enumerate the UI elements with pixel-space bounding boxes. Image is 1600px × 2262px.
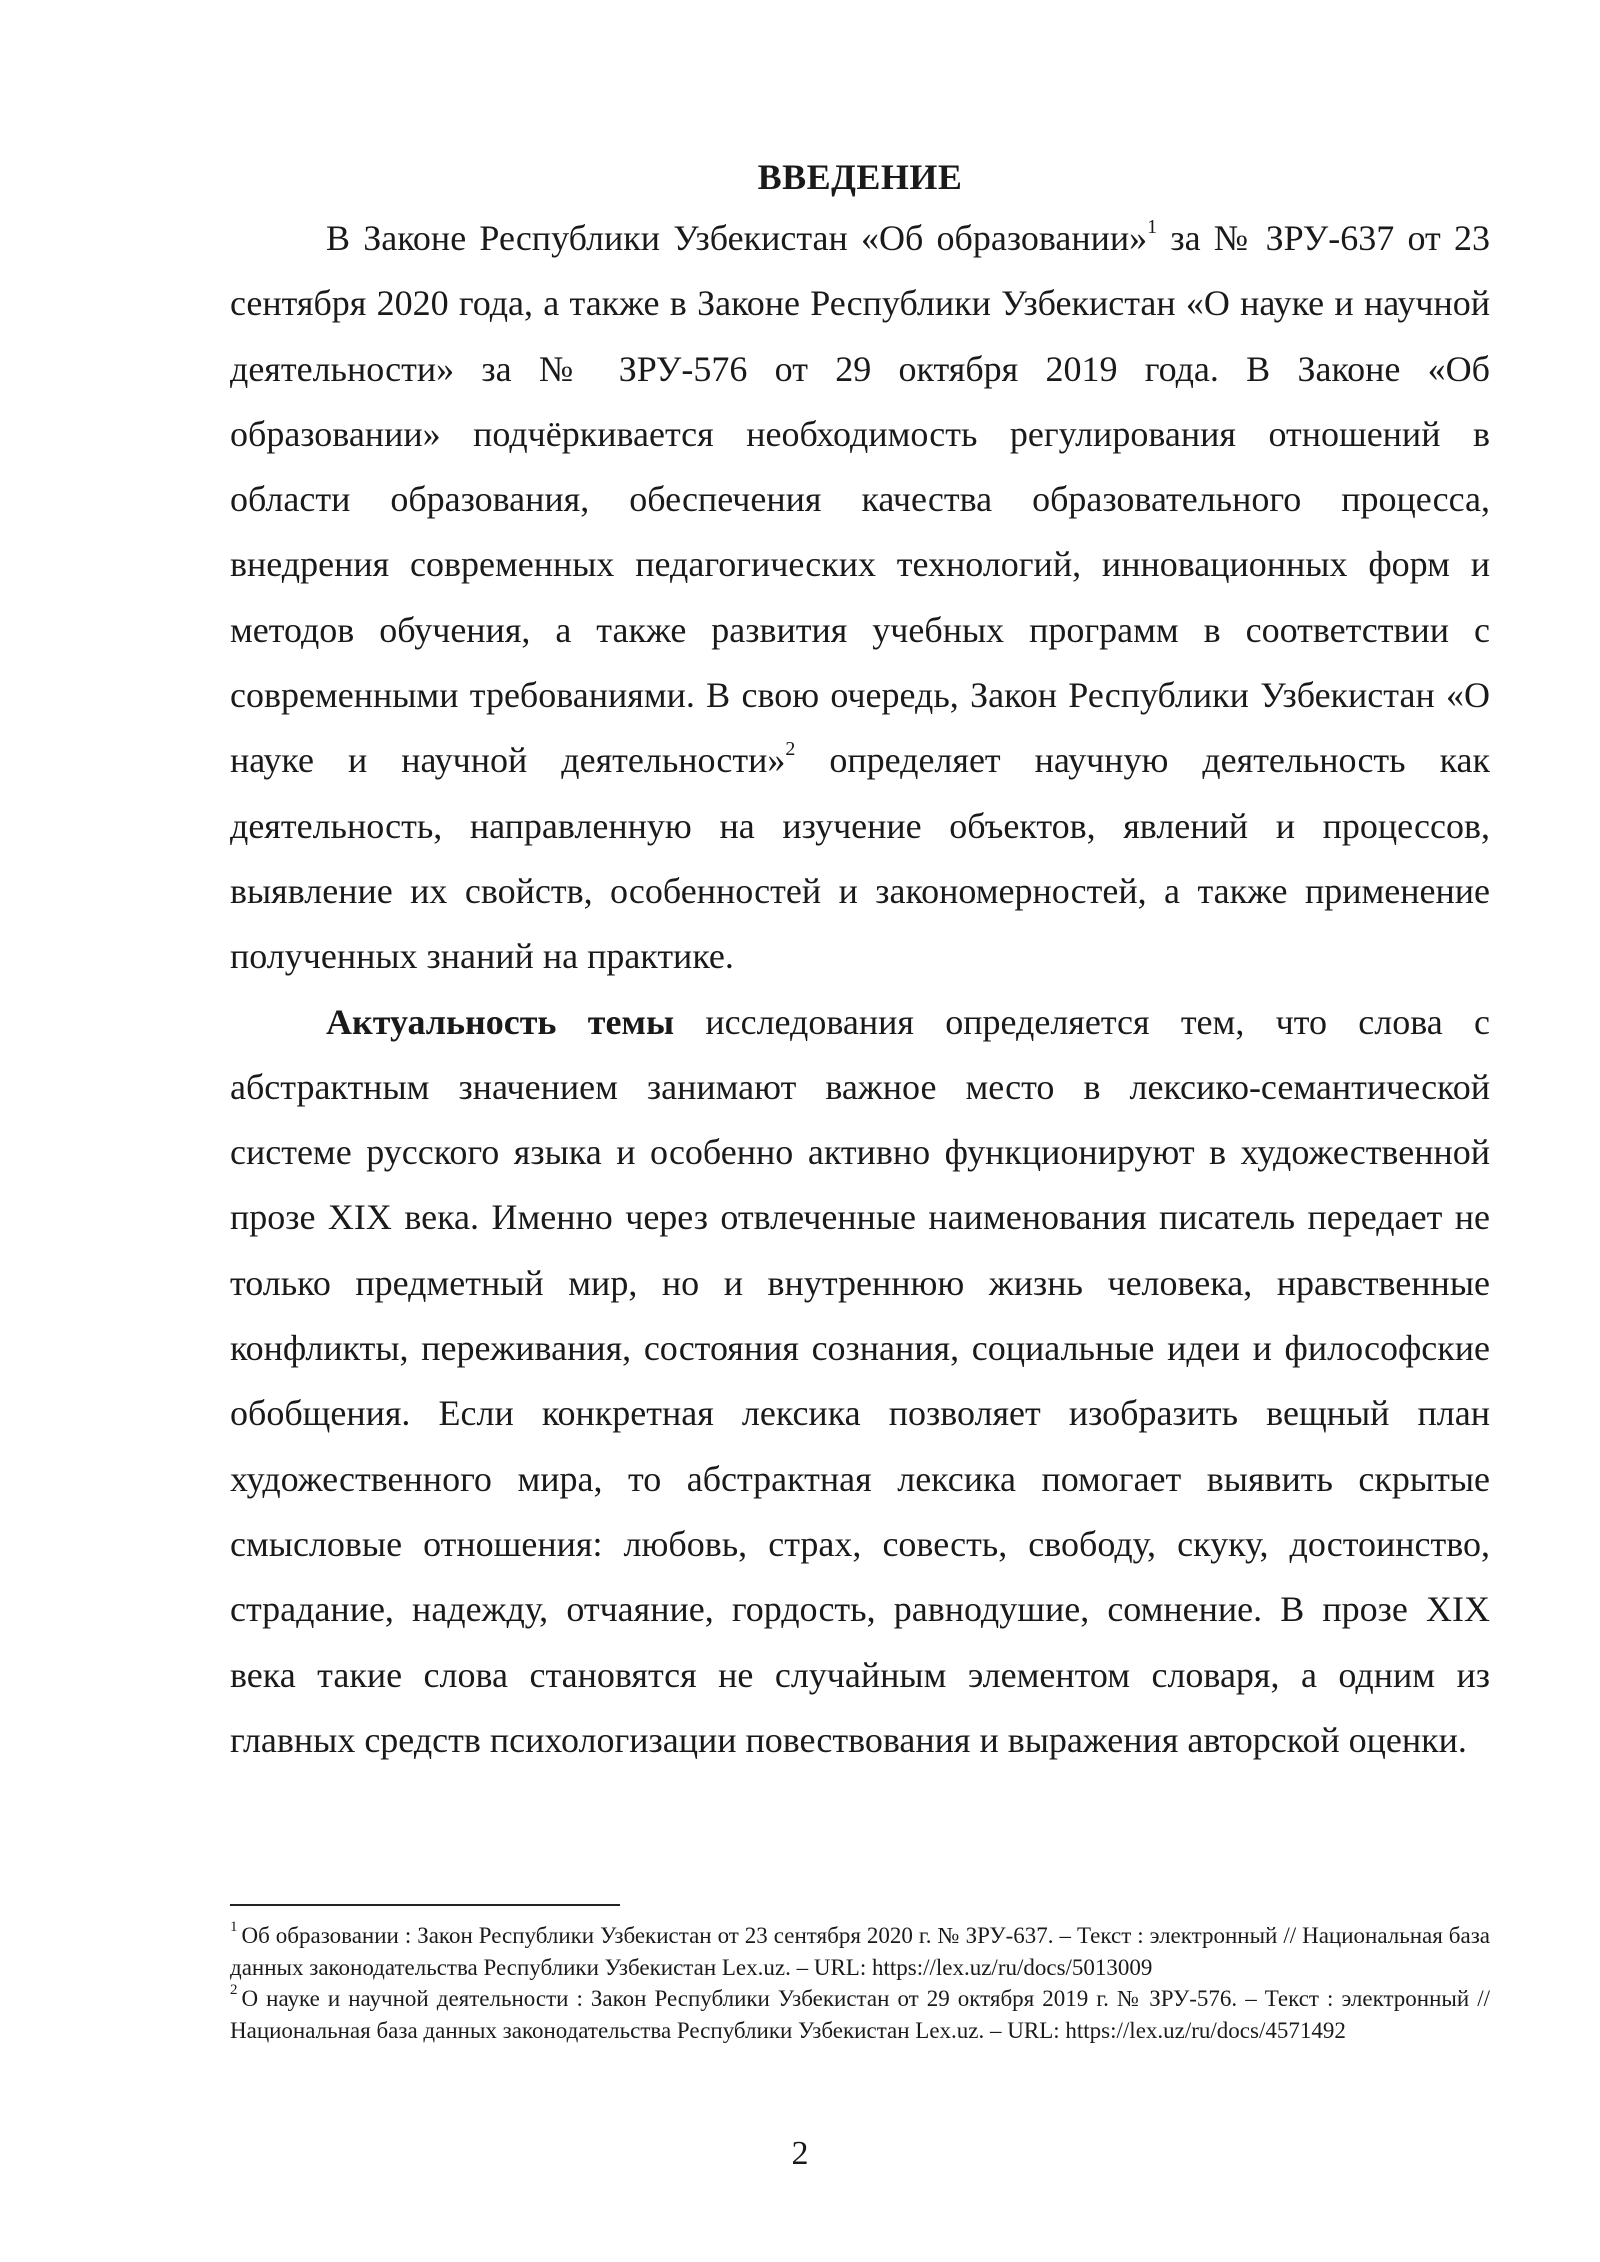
footnote-text-2: О науке и научной деятельности : Закон Республики Узбекистан от 29 октября 2019 г. № ЗРУ-576. – Текст : электронный // Национальная база данных законодательства Республики Узбекистан Lex.uz. – URL: https://lex.uz/ru/docs/4571492	[230, 1986, 1490, 2043]
footnotes	[230, 1920, 1490, 2046]
footnote-ref-2[interactable]: 2	[785, 738, 796, 761]
intro-text-3: определяет научную деятельность как деятельность, направленную на изучение объектов, явлений и процессов, выявление их свойств, особенностей и закономерностей, а также применение полученных знаний на практике.	[230, 740, 1490, 977]
footnote-number-1: 1	[230, 1919, 238, 1936]
footnote-ref-1[interactable]: 1	[1147, 216, 1158, 238]
page-number: 2	[791, 2135, 809, 2172]
footnote-text-1: Об образовании : Закон Республики Узбекистан от 23 сентября 2020 г. № ЗРУ-637. – Текст : электронный // Национальная база данных законодательства Республики Узбекистан Lex.uz. – URL: https://lex.uz/ru/docs/5013009	[230, 1923, 1490, 1980]
footnote-1	[230, 1920, 1490, 1983]
footnote-2	[230, 1983, 1490, 2046]
relevance-text: исследования определяется тем, что слова с абстрактным значением занимают важное место в лексико-семантической системе русского языка и особенно активно функционируют в художественной прозе XIX века. Именно через отвлеченные наименования писатель передает не только предметный мир, но и внутреннюю жизнь человека, нравственные конфликты, переживания, состояния сознания, социальные идеи и философские обобщения. Если конкретная лексика позволяет изобразить вещный план художественного мира, то абстрактная лексика помогает выявить скрытые смысловые отношения: любовь, страх, совесть, свободу, скуку, достоинство, страдание, надежду, отчаяние, гордость, равнодушие, сомнение. В прозе XIX века такие слова становятся не случайным элементом словаря, а одним из главных средств психологизации повествования и выражения авторской оценки.	[230, 1001, 1490, 1760]
intro-paragraph	[230, 206, 1490, 990]
footnote-number-2: 2	[230, 1982, 238, 1999]
intro-text-2: за № ЗРУ-637 от 23 сентября 2020 года, а также в Законе Республики Узбекистан «О науке и научной деятельности» за № ЗРУ-576 от 29 октября 2019 года. В Законе «Об образовании» подчёркивается необходимость регулирования отношений в области образования, обеспечения качества образовательного процесса, внедрения современных педагогических технологий, инновационных форм и методов обучения, а также развития учебных программ в соответствии с современными требованиями. В свою очередь, Закон Республики Узбекистан «О науке и научной деятельности»	[230, 218, 1490, 781]
relevance-heading: Актуальность темы	[326, 1001, 675, 1042]
page-body	[230, 148, 1490, 1773]
footnote-separator	[230, 1904, 620, 1906]
intro-text-1: В Законе Республики Узбекистан «Об образовании»	[326, 218, 1148, 258]
relevance-paragraph	[230, 990, 1490, 1774]
page-title: ВВЕДЕНИЕ	[757, 157, 963, 197]
